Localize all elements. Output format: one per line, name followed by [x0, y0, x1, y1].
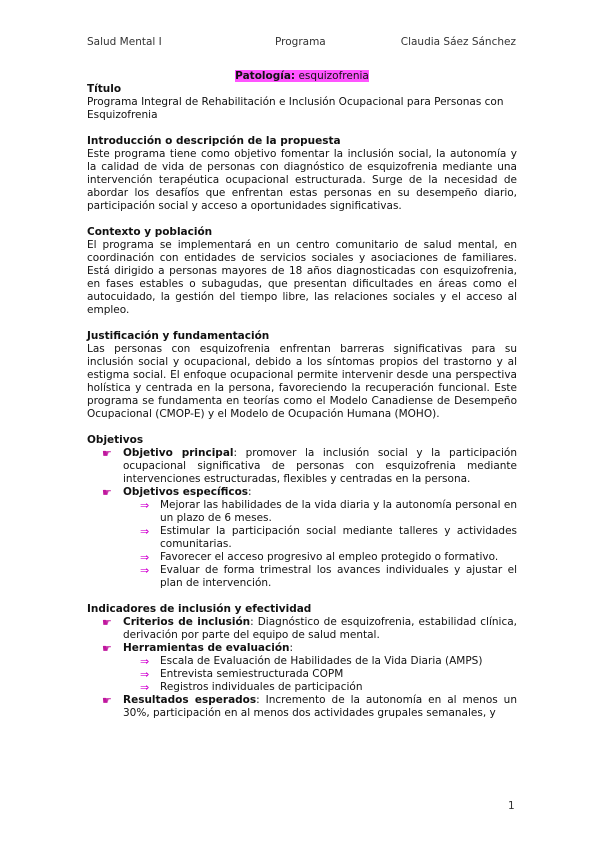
page-header — [87, 36, 516, 52]
list-item — [102, 486, 517, 590]
justification-text: Las personas con esquizofrenia enfrentan barreras significativas para su inclusión social y ocupacional, debido a los síntomas propios del trastorno y al estigma social. El enfoque ocupacional permite intervenir desde una perspectiva holística y centrada en la persona, favoreciendo la recuperación funcional. Este programa se fundamenta en teorías como el Modelo Canadiense de Desempeño Ocupacional (CMOP-E) y el Modelo de Ocupación Humana (MOHO). — [87, 343, 517, 420]
pointing-hand-icon: ☛ — [102, 616, 112, 629]
specific-objective-text: Evaluar de forma trimestral los avances individuales y ajustar el plan de intervención. — [160, 564, 517, 589]
double-arrow-icon: ⇒ — [140, 551, 150, 564]
double-arrow-icon: ⇒ — [140, 564, 150, 577]
objectives-heading: Objetivos — [87, 434, 144, 446]
tool-text: Registros individuales de participación — [160, 681, 363, 693]
header-doc-type: Programa — [275, 36, 326, 48]
specific-objective-text: Mejorar las habilidades de la vida diaria y la autonomía personal en un plazo de 6 meses. — [160, 499, 517, 524]
intro-heading: Introducción o descripción de la propuesta — [87, 135, 341, 147]
pointing-hand-icon: ☛ — [102, 447, 112, 460]
list-item — [102, 616, 517, 642]
specific-objective-text: Estimular la participación social mediante talleres y actividades comunitarias. — [160, 525, 517, 550]
justification-heading: Justificación y fundamentación — [87, 330, 270, 342]
topic-label: Patología: — [235, 70, 296, 82]
criteria-label: Criterios de inclusión — [123, 616, 251, 628]
list-item — [140, 525, 517, 551]
context-text: El programa se implementará en un centro comunitario de salud mental, en coordinación con entidades de servicios sociales y asociaciones de familiares. Está dirigido a personas mayores de 18 años diagnosticadas con esquizofrenia, en fases estables o subagudas, que presentan dificultades en áreas como el autocuidado, la gestión del tiempo libre, las relaciones sociales y el acceso al empleo. — [87, 239, 517, 316]
specific-objectives-label: Objetivos específicos — [123, 486, 249, 498]
list-item — [140, 499, 517, 525]
pointing-hand-icon: ☛ — [102, 642, 112, 655]
specific-objectives-suffix: : — [248, 486, 252, 498]
criteria-text: : Diagnóstico de esquizofrenia, estabilidad clínica, derivación por parte del equipo de salud mental. — [123, 616, 517, 641]
list-item — [102, 447, 517, 486]
main-objective-text: : promover la inclusión social y la participación ocupacional significativa de personas con esquizofrenia mediante intervenciones estructuradas, flexibles y centradas en la persona. — [123, 447, 517, 485]
tools-list — [123, 655, 517, 694]
title-text: Programa Integral de Rehabilitación e Inclusión Ocupacional para Personas con Esquizofrenia — [87, 96, 504, 121]
list-item — [102, 642, 517, 694]
topic-line — [87, 70, 517, 83]
double-arrow-icon: ⇒ — [140, 525, 150, 538]
specific-objective-text: Favorecer el acceso progresivo al empleo protegido o formativo. — [160, 551, 499, 563]
list-item — [140, 655, 517, 668]
pointing-hand-icon: ☛ — [102, 694, 112, 707]
results-text: : Incremento de la autonomía en al menos un 30%, participación en al menos dos actividades grupales semanales, y — [123, 694, 517, 719]
tools-label: Herramientas de evaluación — [123, 642, 290, 654]
title-heading: Título — [87, 83, 122, 95]
header-course: Salud Mental I — [87, 36, 162, 48]
double-arrow-icon: ⇒ — [140, 499, 150, 512]
specific-objectives-list — [123, 499, 517, 590]
results-label: Resultados esperados — [123, 694, 257, 706]
list-item — [140, 681, 517, 694]
page-number: 1 — [508, 800, 515, 812]
tool-text: Entrevista semiestructurada COPM — [160, 668, 344, 680]
topic-value: esquizofrenia — [298, 70, 369, 82]
list-item — [140, 564, 517, 590]
context-heading: Contexto y población — [87, 226, 213, 238]
objectives-list — [87, 447, 517, 590]
indicators-list — [87, 616, 517, 720]
tool-text: Escala de Evaluación de Habilidades de la Vida Diaria (AMPS) — [160, 655, 483, 667]
indicators-heading: Indicadores de inclusión y efectividad — [87, 603, 312, 615]
list-item — [140, 551, 517, 564]
double-arrow-icon: ⇒ — [140, 681, 150, 694]
tools-suffix: : — [289, 642, 294, 654]
pointing-hand-icon: ☛ — [102, 486, 112, 499]
list-item — [102, 694, 517, 720]
double-arrow-icon: ⇒ — [140, 655, 150, 668]
document-body — [87, 70, 517, 720]
header-author: Claudia Sáez Sánchez — [400, 36, 516, 48]
intro-text: Este programa tiene como objetivo fomentar la inclusión social, la autonomía y la calidad de vida de personas con diagnóstico de esquizofrenia mediante una intervención terapéutica ocupacional estructurada. Surge de la necesidad de abordar los desafíos que enfrentan estas personas en su desempeño diario, participación social y acceso a oportunidades significativas. — [87, 148, 517, 212]
double-arrow-icon: ⇒ — [140, 668, 150, 681]
list-item — [140, 668, 517, 681]
main-objective-label: Objetivo principal — [123, 447, 234, 459]
